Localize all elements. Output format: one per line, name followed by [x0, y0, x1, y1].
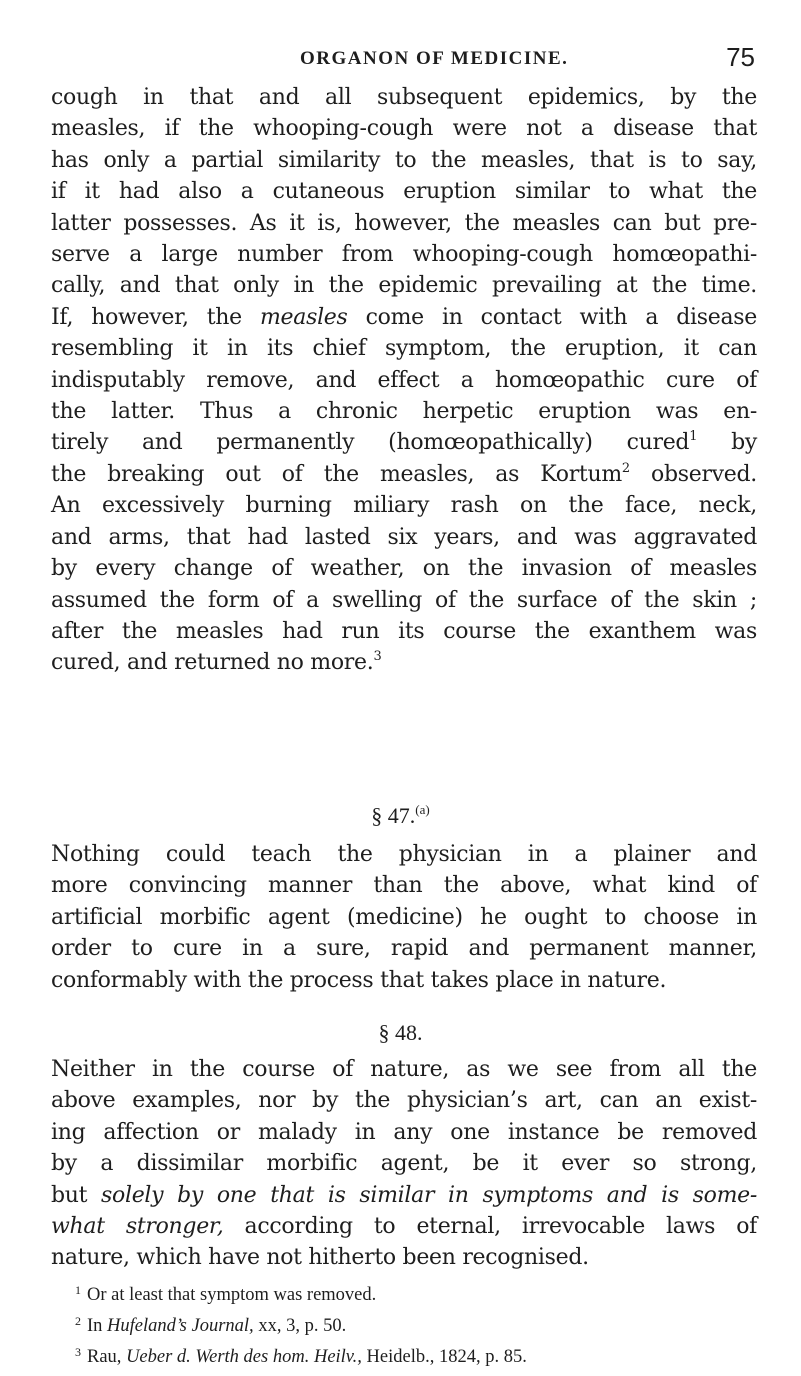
- footnote-3: [75, 1339, 765, 1370]
- text-line: if it had also a cutaneous eruption similar to what the: [51, 179, 757, 205]
- page-header: [300, 42, 755, 72]
- text-fragment: according to eternal, irrevocable laws of: [223, 1214, 757, 1240]
- text-line-with-ref: [51, 459, 757, 490]
- text-line: indisputably remove, and effect a homœopathic cure of: [51, 367, 757, 393]
- text-line: cough in that and all subsequent epidemics, by the: [51, 85, 757, 110]
- text-line: order to cure in a sure, rapid and permanent manner,: [51, 936, 757, 962]
- text-fragment: come in contact with a disease: [347, 304, 757, 330]
- footnote-text: Or at least that symptom was removed.: [87, 1285, 377, 1305]
- section-number: § 47.: [371, 803, 416, 828]
- footnote-ref-3: 3: [373, 649, 382, 665]
- footnote-ref-2: 2: [621, 460, 630, 476]
- text-line-with-ref: [51, 427, 757, 458]
- footnote-mark: 2: [75, 1314, 81, 1328]
- text-line: has only a partial similarity to the measles, that is to say,: [51, 147, 757, 173]
- text-line: by a dissimilar morbific agent, be it ever so strong,: [51, 1151, 757, 1177]
- section-heading-47: [0, 803, 801, 829]
- text-line: and arms, that had lasted six years, and was aggravated: [51, 524, 757, 550]
- text-fragment: If, however, the: [51, 304, 260, 330]
- text-line: resembling it in its chief symptom, the eruption, it can: [51, 336, 757, 362]
- text-fragment: the breaking out of the measles, as Kortum: [51, 461, 622, 487]
- paragraph-section-47: [51, 839, 757, 996]
- text-line-with-italic: [51, 1211, 757, 1242]
- footnote-2: [75, 1308, 765, 1339]
- text-fragment: by: [697, 430, 757, 456]
- text-line: Neither in the course of nature, as we see from all the: [51, 1057, 757, 1082]
- text-line: by every change of weather, on the invasion of measles: [51, 556, 757, 582]
- text-line: latter possesses. As it is, however, the measles can but pre-: [51, 210, 757, 236]
- footnote-text: xx, 3, p. 50.: [253, 1316, 347, 1336]
- text-line: after the measles had run its course the exanthem was: [51, 618, 757, 644]
- text-line-with-italic: [51, 1180, 757, 1211]
- footnote-mark: 1: [75, 1283, 81, 1297]
- text-line-with-italic: [51, 302, 757, 333]
- text-line: nature, which have not hitherto been recognised.: [51, 1245, 589, 1271]
- section-number: § 48.: [378, 1020, 423, 1045]
- text-line: Nothing could teach the physician in a plainer and: [51, 842, 757, 867]
- page-number: 75: [726, 42, 755, 72]
- footnote-mark: 3: [75, 1345, 81, 1359]
- text-fragment: but: [51, 1182, 102, 1208]
- footnote-text: Rau,: [87, 1347, 127, 1367]
- text-line: the latter. Thus a chronic herpetic eruption was en-: [51, 399, 757, 425]
- text-line: conformably with the process that takes place in nature.: [51, 967, 667, 993]
- footnote-text: Heidelb., 1824, p. 85.: [361, 1347, 527, 1367]
- italic-term: measles: [259, 304, 348, 330]
- text-line: cally, and that only in the epidemic prevailing at the time.: [51, 273, 757, 299]
- text-fragment: tirely and permanently (homœopathically) cured: [51, 430, 690, 456]
- italic-phrase: what stronger,: [51, 1214, 224, 1240]
- italic-phrase: solely by one that is similar in symptoms and is some-: [101, 1182, 757, 1208]
- paragraph-measles: [51, 82, 757, 679]
- footnote-italic: Ueber d. Werth des hom. Heilv.,: [126, 1347, 362, 1367]
- text-line: above examples, nor by the physician’s art, can an exist-: [51, 1088, 757, 1114]
- text-line: serve a large number from whooping-cough homœopathi-: [51, 242, 757, 268]
- section-heading-48: [0, 1020, 801, 1046]
- text-line: [51, 647, 757, 678]
- footnotes: [75, 1277, 765, 1370]
- footnote-text: In: [87, 1316, 108, 1336]
- text-line: measles, if the whooping-cough were not a disease that: [51, 116, 757, 142]
- text-line: An excessively burning miliary rash on the face, neck,: [51, 493, 757, 519]
- running-head: ORGANON OF MEDICINE.: [300, 48, 569, 69]
- section-note-ref: (a): [415, 802, 430, 817]
- text-line: ing affection or malady in any one instance be removed: [51, 1119, 757, 1145]
- footnote-italic: Hufeland’s Journal,: [107, 1316, 254, 1336]
- footnote-1: [75, 1277, 765, 1308]
- text-fragment: observed.: [629, 461, 757, 487]
- footnote-ref-1: 1: [689, 429, 698, 445]
- text-line: more convincing manner than the above, what kind of: [51, 873, 757, 899]
- paragraph-section-48: [51, 1054, 757, 1274]
- text-line: assumed the form of a swelling of the surface of the skin ;: [51, 587, 757, 613]
- text-line: artificial morbific agent (medicine) he ought to choose in: [51, 904, 757, 930]
- text-fragment: cured, and returned no more.: [51, 650, 374, 676]
